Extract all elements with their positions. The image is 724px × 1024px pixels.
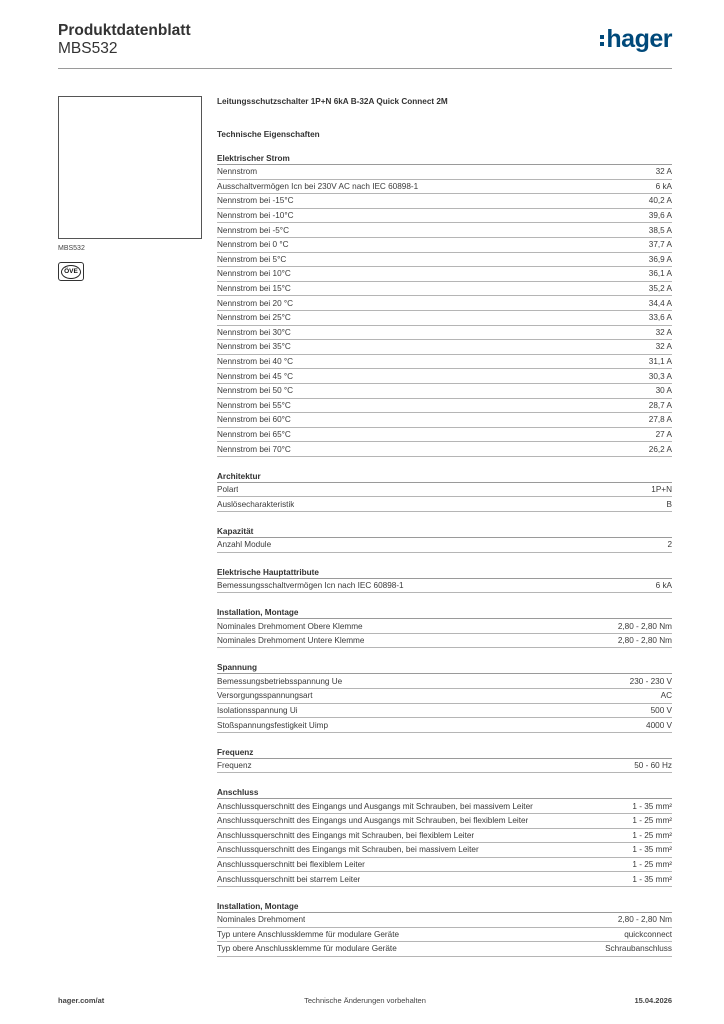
- spec-value: 33,6 A: [648, 313, 672, 323]
- spec-row: [217, 928, 672, 943]
- spec-value: 1 - 25 mm²: [632, 830, 672, 840]
- spec-row: [217, 579, 672, 594]
- spec-row: [217, 238, 672, 253]
- spec-value: 34,4 A: [648, 298, 672, 308]
- spec-value: 35,2 A: [648, 284, 672, 294]
- spec-row: [217, 384, 672, 399]
- spec-value: 27,8 A: [648, 415, 672, 425]
- spec-value: 6 kA: [655, 181, 672, 191]
- spec-row: [217, 619, 672, 634]
- spec-value: 2: [667, 540, 672, 550]
- spec-value: 26,2 A: [648, 444, 672, 454]
- spec-label: Frequenz: [217, 761, 252, 771]
- spec-label: Bemessungsschaltvermögen Icn nach IEC 60898-1: [217, 580, 404, 590]
- spec-row: [217, 326, 672, 341]
- spec-section: [217, 567, 672, 594]
- spec-value: 1 - 35 mm²: [632, 874, 672, 884]
- spec-row: [217, 165, 672, 180]
- spec-value: AC: [660, 691, 672, 701]
- spec-label: Nennstrom bei 15°C: [217, 284, 291, 294]
- spec-label: Anschlussquerschnitt des Eingangs mit Schrauben, bei flexiblem Leiter: [217, 830, 475, 840]
- spec-row: [217, 913, 672, 928]
- spec-value: quickconnect: [624, 929, 672, 939]
- spec-label: Ausschaltvermögen Icn bei 230V AC nach IEC 60898-1: [217, 181, 419, 191]
- spec-label: Nominales Drehmoment Untere Klemme: [217, 636, 365, 646]
- header-divider: [58, 68, 672, 69]
- spec-section: [217, 901, 672, 957]
- spec-label: Nennstrom bei 10°C: [217, 269, 291, 279]
- spec-label: Nennstrom bei 45 °C: [217, 371, 294, 381]
- spec-value: 2,80 - 2,80 Nm: [617, 636, 672, 646]
- section-title: Kapazität: [217, 526, 672, 538]
- section-title: Spannung: [217, 662, 672, 674]
- spec-value: 30 A: [655, 386, 672, 396]
- spec-row: [217, 942, 672, 957]
- spec-label: Nennstrom bei -5°C: [217, 225, 289, 235]
- spec-row: [217, 843, 672, 858]
- product-image-placeholder: [58, 96, 202, 239]
- spec-value: 50 - 60 Hz: [634, 761, 672, 771]
- spec-label: Nennstrom bei 40 °C: [217, 357, 294, 367]
- spec-row: [217, 799, 672, 814]
- spec-row: [217, 296, 672, 311]
- spec-row: [217, 267, 672, 282]
- spec-label: Stoßspannungsfestigkeit Uimp: [217, 720, 329, 730]
- spec-value: 40,2 A: [648, 196, 672, 206]
- spec-row: [217, 282, 672, 297]
- spec-row: [217, 180, 672, 195]
- spec-row: [217, 829, 672, 844]
- spec-value: 4000 V: [646, 720, 672, 730]
- spec-value: 30,3 A: [648, 371, 672, 381]
- product-image-caption: MBS532: [58, 245, 85, 252]
- spec-value: 28,7 A: [648, 400, 672, 410]
- spec-label: Polart: [217, 485, 239, 495]
- spec-row: [217, 223, 672, 238]
- spec-label: Nominales Drehmoment: [217, 915, 306, 925]
- spec-label: Anschlussquerschnitt des Eingangs und Ausgangs mit Schrauben, bei massivem Leiter: [217, 801, 533, 811]
- ove-certification-icon: [58, 262, 84, 281]
- spec-value: 2,80 - 2,80 Nm: [617, 621, 672, 631]
- spec-value: 1 - 35 mm²: [632, 845, 672, 855]
- spec-row: [217, 413, 672, 428]
- spec-value: 37,7 A: [648, 240, 672, 250]
- footer-disclaimer: Technische Änderungen vorbehalten: [304, 996, 426, 1005]
- ove-badge-text: ÖVE: [61, 265, 81, 279]
- spec-row: [217, 442, 672, 457]
- spec-row: [217, 194, 672, 209]
- spec-value: 38,5 A: [648, 225, 672, 235]
- spec-section: [217, 747, 672, 774]
- spec-content: [217, 96, 672, 957]
- spec-sections: [217, 153, 672, 957]
- spec-label: Nennstrom bei 65°C: [217, 429, 291, 439]
- spec-section: [217, 153, 672, 457]
- spec-value: 32 A: [655, 167, 672, 177]
- spec-row: [217, 718, 672, 733]
- spec-row: [217, 253, 672, 268]
- spec-row: [217, 497, 672, 512]
- section-title: Anschluss: [217, 787, 672, 799]
- section-title: Elektrischer Strom: [217, 153, 672, 165]
- spec-section: [217, 607, 672, 648]
- spec-value: 39,6 A: [648, 211, 672, 221]
- spec-value: 32 A: [655, 327, 672, 337]
- spec-label: Nominales Drehmoment Obere Klemme: [217, 621, 363, 631]
- spec-label: Nennstrom bei 0 °C: [217, 240, 289, 250]
- product-name: Leitungsschutzschalter 1P+N 6kA B-32A Quick Connect 2M: [217, 97, 448, 106]
- spec-row: [217, 674, 672, 689]
- logo-text: hager: [606, 25, 672, 53]
- spec-value: 1 - 35 mm²: [632, 801, 672, 811]
- footer-date: 15.04.2026: [634, 996, 672, 1005]
- spec-row: [217, 759, 672, 774]
- page-title: Produktdatenblatt: [58, 22, 191, 39]
- spec-label: Nennstrom bei 60°C: [217, 415, 291, 425]
- spec-label: Anschlussquerschnitt bei flexiblem Leiter: [217, 860, 365, 870]
- spec-section: [217, 662, 672, 732]
- spec-row: [217, 369, 672, 384]
- spec-value: 1 - 25 mm²: [632, 816, 672, 826]
- spec-label: Anschlussquerschnitt des Eingangs mit Schrauben, bei massivem Leiter: [217, 845, 479, 855]
- spec-label: Nennstrom bei 50 °C: [217, 386, 294, 396]
- spec-section: [217, 471, 672, 512]
- spec-label: Typ untere Anschlussklemme für modulare Geräte: [217, 929, 400, 939]
- spec-row: [217, 814, 672, 829]
- spec-label: Nennstrom bei 20 °C: [217, 298, 294, 308]
- spec-label: Isolationsspannung Ui: [217, 705, 298, 715]
- section-title: Elektrische Hauptattribute: [217, 567, 672, 579]
- spec-row: [217, 483, 672, 498]
- page-subtitle: MBS532: [58, 40, 118, 57]
- spec-value: 230 - 230 V: [629, 676, 672, 686]
- spec-label: Nennstrom bei 30°C: [217, 327, 291, 337]
- section-title: Installation, Montage: [217, 607, 672, 619]
- spec-label: Anschlussquerschnitt des Eingangs und Ausgangs mit Schrauben, bei flexiblem Leiter: [217, 816, 529, 826]
- section-title: Architektur: [217, 471, 672, 483]
- logo-dots-icon: [600, 32, 604, 49]
- spec-label: Anschlussquerschnitt bei starrem Leiter: [217, 874, 361, 884]
- spec-value: 1 - 25 mm²: [632, 860, 672, 870]
- spec-value: 32 A: [655, 342, 672, 352]
- spec-value: Schraubanschluss: [605, 944, 672, 954]
- spec-label: Nennstrom bei -15°C: [217, 196, 294, 206]
- spec-row: [217, 689, 672, 704]
- spec-row: [217, 872, 672, 887]
- spec-row: [217, 340, 672, 355]
- footer-website-link[interactable]: hager.com/at: [58, 996, 105, 1005]
- section-title: Installation, Montage: [217, 901, 672, 913]
- spec-value: 36,9 A: [648, 254, 672, 264]
- spec-label: Nennstrom bei -10°C: [217, 211, 294, 221]
- spec-label: Bemessungsbetriebsspannung Ue: [217, 676, 343, 686]
- spec-label: Nennstrom bei 25°C: [217, 313, 291, 323]
- spec-label: Nennstrom: [217, 167, 258, 177]
- spec-row: [217, 209, 672, 224]
- spec-value: 6 kA: [655, 580, 672, 590]
- spec-row: [217, 311, 672, 326]
- spec-row: [217, 355, 672, 370]
- spec-row: [217, 704, 672, 719]
- hager-logo[interactable]: [600, 25, 672, 54]
- section-title: Frequenz: [217, 747, 672, 759]
- spec-row: [217, 399, 672, 414]
- spec-row: [217, 538, 672, 553]
- tech-properties-heading: Technische Eigenschaften: [217, 130, 320, 139]
- spec-label: Nennstrom bei 35°C: [217, 342, 291, 352]
- spec-value: 500 V: [650, 705, 672, 715]
- spec-label: Auslösecharakteristik: [217, 499, 295, 509]
- spec-value: 2,80 - 2,80 Nm: [617, 915, 672, 925]
- spec-row: [217, 858, 672, 873]
- page-header: [58, 22, 672, 70]
- spec-label: Anzahl Module: [217, 540, 272, 550]
- spec-value: 1P+N: [651, 485, 672, 495]
- spec-label: Nennstrom bei 70°C: [217, 444, 291, 454]
- spec-value: 36,1 A: [648, 269, 672, 279]
- spec-value: 27 A: [655, 429, 672, 439]
- spec-value: 31,1 A: [648, 357, 672, 367]
- spec-value: B: [666, 499, 672, 509]
- spec-section: [217, 526, 672, 553]
- spec-label: Nennstrom bei 55°C: [217, 400, 291, 410]
- spec-label: Typ obere Anschlussklemme für modulare Geräte: [217, 944, 397, 954]
- spec-section: [217, 787, 672, 887]
- spec-label: Versorgungsspannungsart: [217, 691, 313, 701]
- spec-row: [217, 634, 672, 649]
- spec-row: [217, 428, 672, 443]
- spec-label: Nennstrom bei 5°C: [217, 254, 287, 264]
